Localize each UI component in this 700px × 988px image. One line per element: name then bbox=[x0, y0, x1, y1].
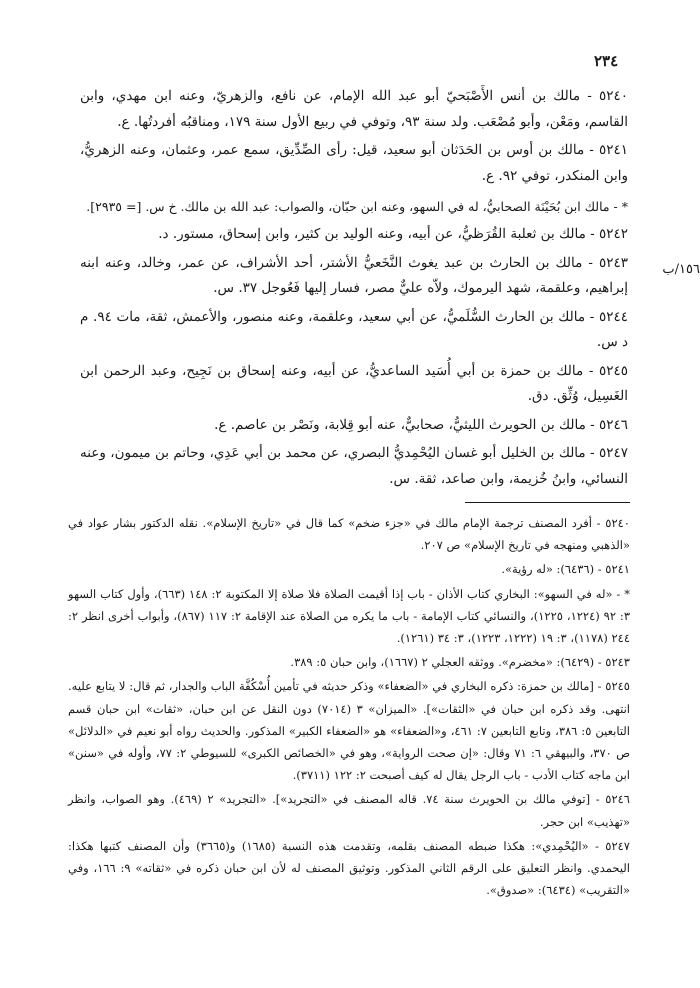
main-text bbox=[80, 84, 628, 495]
footnote-5247: ٥٢٤٧ - «اليُحْمِدي»: هكذا ضبطه المصنف بقلمه، وتقدمت هذه النسبة (١٦٨٥) و(٣٦٦٥) وأن المصنف كتبها هكذا: اليحمدي. وانظر التعليق على الرقم الثاني المذكور. وتوثيق المصنف له لأن ابن حبان ذكره في «ثقاته» ٩: ١٦٦، وفي «التقريب» (٦٤٣٤): «صدوق». bbox=[68, 838, 630, 898]
footnote-divider bbox=[465, 502, 630, 503]
footnote-5245: ٥٢٤٥ - [مالك بن حمزة: ذكره البخاري في «الضعفاء» وذكر حديثه في تأمين أُسْكُفَّة الباب والجدار، ثم قال: لا يتابع عليه. انتهى. وقد ذكره ابن حبان في «الثقات»]. «الميزان» ٣ (٧٠١٤) دون النقل عن ابن حبان، «ثقات» ابن حبان قسم التابعين ٥: ٣٨٦، وتابع التابعين ٧: ٤٦١، و«الضعفاء» هو «الضعفاء الكبير» المذكور. والحديث رواه أبو نعيم في «الدلائل» ص ٣٧٠، والبيهقي ٦: ٧١ وقال: «إن صحت الرواية»، وهو في «الخصائص الكبرى» للسيوطي ٢: ٧٧، وأوله في «سنن» ابن ماجه كتاب الأدب - باب الرجل يقال له كيف أصبحت ٢: ١٢٢ (٣٧١١). bbox=[68, 679, 631, 783]
entry-5243: ٥٢٤٣ - مالك بن الحارث بن عبد يغوث النَّخَعيُّ الأشتر، أحد الأشراف، عن عمر، وخالد، وعنه ابنه إبراهيم، وعلقمة، شهد اليرموك، ولاّه عليٌّ مصر، فسار إليها فَعُوجل ٣٧. س. bbox=[80, 254, 628, 296]
entry-5246: ٥٢٤٦ - مالك بن الحويرث الليثيُّ، صحابيٌّ، عنه أبو قِلابة، ونَصْر بن عاصم. ع. bbox=[214, 416, 628, 433]
footnote-starred: * - «له في السهو»: البخاري كتاب الأذان - باب إذا أقيمت الصلاة فلا صلاة إلا المكتوبة ٢: ١٤٨ (٦٦٣)، وأول كتاب السهو ٣: ٩٢ (١٢٢٤، ١٢٢٥)، والنسائي كتاب الإمامة - باب ما يكره من الصلاة عند الإقامة ٢: ١١٧ (٨٦٧)، وأبواب أخرى انظر ٢: ٢٤٤ (١١٧٨)، ٣: ١٩ (١٢٢٢، ١٢٢٣)، ٣: ٣٤ (١٢٦١). bbox=[68, 586, 630, 646]
entry-5241: ٥٢٤١ - مالك بن أوس بن الحَدَثان أبو سعيد، قيل: رأى الصِّدِّيق، سمع عمر، وعثمان، وعنه الزهريُّ، وابن المنكدر، توفي ٩٢. ع. bbox=[80, 142, 628, 184]
footnote-5241: ٥٢٤١ - (٦٤٣٦): «له رؤية». bbox=[501, 562, 630, 577]
footnote-5246: ٥٢٤٦ - [توفي مالك بن الحويرث سنة ٧٤. قاله المصنف في «التجريد»]. «التجريد» ٢ (٤٦٩). وهو الصواب، وانظر «تهذيب» ابن حجر. bbox=[68, 792, 630, 829]
entry-5245: ٥٢٤٥ - مالك بن حمزة بن أبي أُسَيد الساعديُّ، عن أبيه، وعنه إسحاق بن نَجِيح، وعبد الرحمن ابن الغَسِيل، وُثِّق. دق. bbox=[80, 362, 628, 404]
entry-5247: ٥٢٤٧ - مالك بن الخليل أبو غسان اليُحْمِديُّ البصري، عن محمد بن أبي عَدِي، وحاتم بن ميمون، وعنه النسائي، وابنُ خُزيمة، وابن صاعد، ثقة. س. bbox=[80, 445, 628, 487]
footnotes bbox=[68, 512, 630, 903]
entry-5240: ٥٢٤٠ - مالك بن أنس الأَصْبَحيّ أبو عبد الله الإمام، عن نافع، والزهريّ، وعنه ابن مهدي، وابن القاسم، ومَعْن، وأبو مُصْعَب. ولد سنة ٩٣، وتوفي في ربيع الأول سنة ١٧٩، ومناقبُه أفردتُها. ع. bbox=[80, 88, 628, 130]
manuscript-folio-note: ١٥٦/ب bbox=[662, 262, 700, 277]
entry-starred: * - مالك ابن بُحَيْنَة الصحابيُّ، له في السهو، وعنه ابن حبّان، والصواب: عبد الله بن مالك. خ س. [= ٢٩٣٥]. bbox=[86, 199, 628, 214]
page-number: ٢٣٤ bbox=[594, 52, 619, 70]
footnote-5243: ٥٢٤٣ - (٦٤٢٩): «مخضرم». ووثقه العجلي ٢ (١٦٦٧)، وابن حبان ٥: ٣٨٩. bbox=[290, 655, 630, 670]
entry-5244: ٥٢٤٤ - مالك بن الحارث السُّلَميُّ، عن أبي سعيد، وعلقمة، وعنه منصور، والأعمش، ثقة، مات ٩٤. م د س. bbox=[80, 308, 628, 350]
footnote-5240: ٥٢٤٠ - أفرد المصنف ترجمة الإمام مالك في «جزء ضخم» كما قال في «تاريخ الإسلام». نقله الدكتور بشار عواد في «الذهبي ومنهجه في تاريخ الإسلام» ص ٢٠٧. bbox=[68, 516, 630, 553]
entry-5242: ٥٢٤٢ - مالك بن ثعلبة القُرَظيُّ، عن أبيه، وعنه الوليد بن كثير، وابن إسحاق، مستور. د. bbox=[158, 226, 628, 242]
